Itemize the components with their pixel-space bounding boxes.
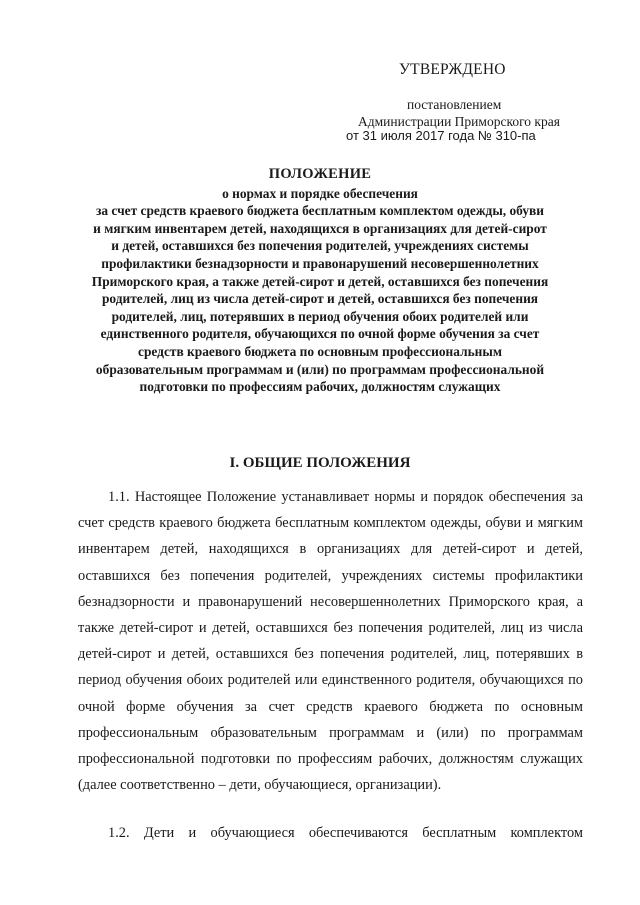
- approval-authority: Администрации Приморского края: [358, 114, 560, 129]
- heading-line: родителей, лиц из числа детей-сирот и детей, оставшихся без попечения: [101, 291, 539, 307]
- heading-line: Приморского края, а также детей-сирот и детей, оставшихся без попечения: [91, 273, 549, 289]
- heading-line: профилактики безнадзорности и правонарушений несовершеннолетних: [101, 255, 539, 271]
- heading-line: и детей, оставшихся без попечения родителей, учреждениях системы: [111, 238, 529, 254]
- heading-line: и мягким инвентарем детей, находящихся в организациях для детей-сирот: [93, 220, 547, 236]
- heading-line: подготовки по профессиям рабочих, должностям служащих: [139, 379, 501, 395]
- document-title: ПОЛОЖЕНИЕ: [268, 166, 372, 182]
- document-heading: [70, 166, 570, 396]
- approval-title: УТВЕРЖДЕНО: [399, 61, 506, 78]
- heading-line: за счет средств краевого бюджета бесплатным комплектом одежды, обуви: [95, 203, 544, 219]
- heading-line: о нормах и порядке обеспечения: [222, 185, 418, 201]
- heading-line: средств краевого бюджета по основным профессиональным: [138, 343, 502, 359]
- paragraph-1-1: 1.1. Настоящее Положение устанавливает нормы и порядок обеспечения за счет средств краевого бюджета бесплатным комплектом одежды, обуви и мягким инвентарем детей, находящихся в организациях для детей-сирот и детей, оставшихся без попечения родителей, учреждениях системы профилактики безнадзорности и правонарушений несовершеннолетних Приморского края, а также детей-сирот и детей, оставшихся без попечения родителей, лиц из числа детей-сирот и детей, оставшихся без попечения родителей, лиц, потерявших в период обучения обоих родителей или единственного родителя, обучающихся по очной форме обучения за счет средств краевого бюджета по основным профессиональным образовательным программам и (или) по программам профессиональной подготовки по профессиям рабочих, должностям служащих (далее соответственно – дети, обучающиеся, организации).: [78, 489, 583, 794]
- heading-line: единственного родителя, обучающихся по очной форме обучения за счет: [100, 326, 540, 342]
- paragraph-1-2: 1.2. Дети и обучающиеся обеспечиваются бесплатным комплектом: [108, 825, 583, 841]
- section-title: I. ОБЩИЕ ПОЛОЖЕНИЯ: [229, 455, 411, 471]
- approval-date-number: от 31 июля 2017 года № 310-па: [346, 128, 536, 143]
- heading-line: родителей, лиц, потерявших в период обучения обоих родителей или: [111, 308, 529, 324]
- approval-decree-label: постановлением: [407, 97, 502, 112]
- heading-line: образовательным программам и (или) по программам профессиональной: [95, 361, 545, 377]
